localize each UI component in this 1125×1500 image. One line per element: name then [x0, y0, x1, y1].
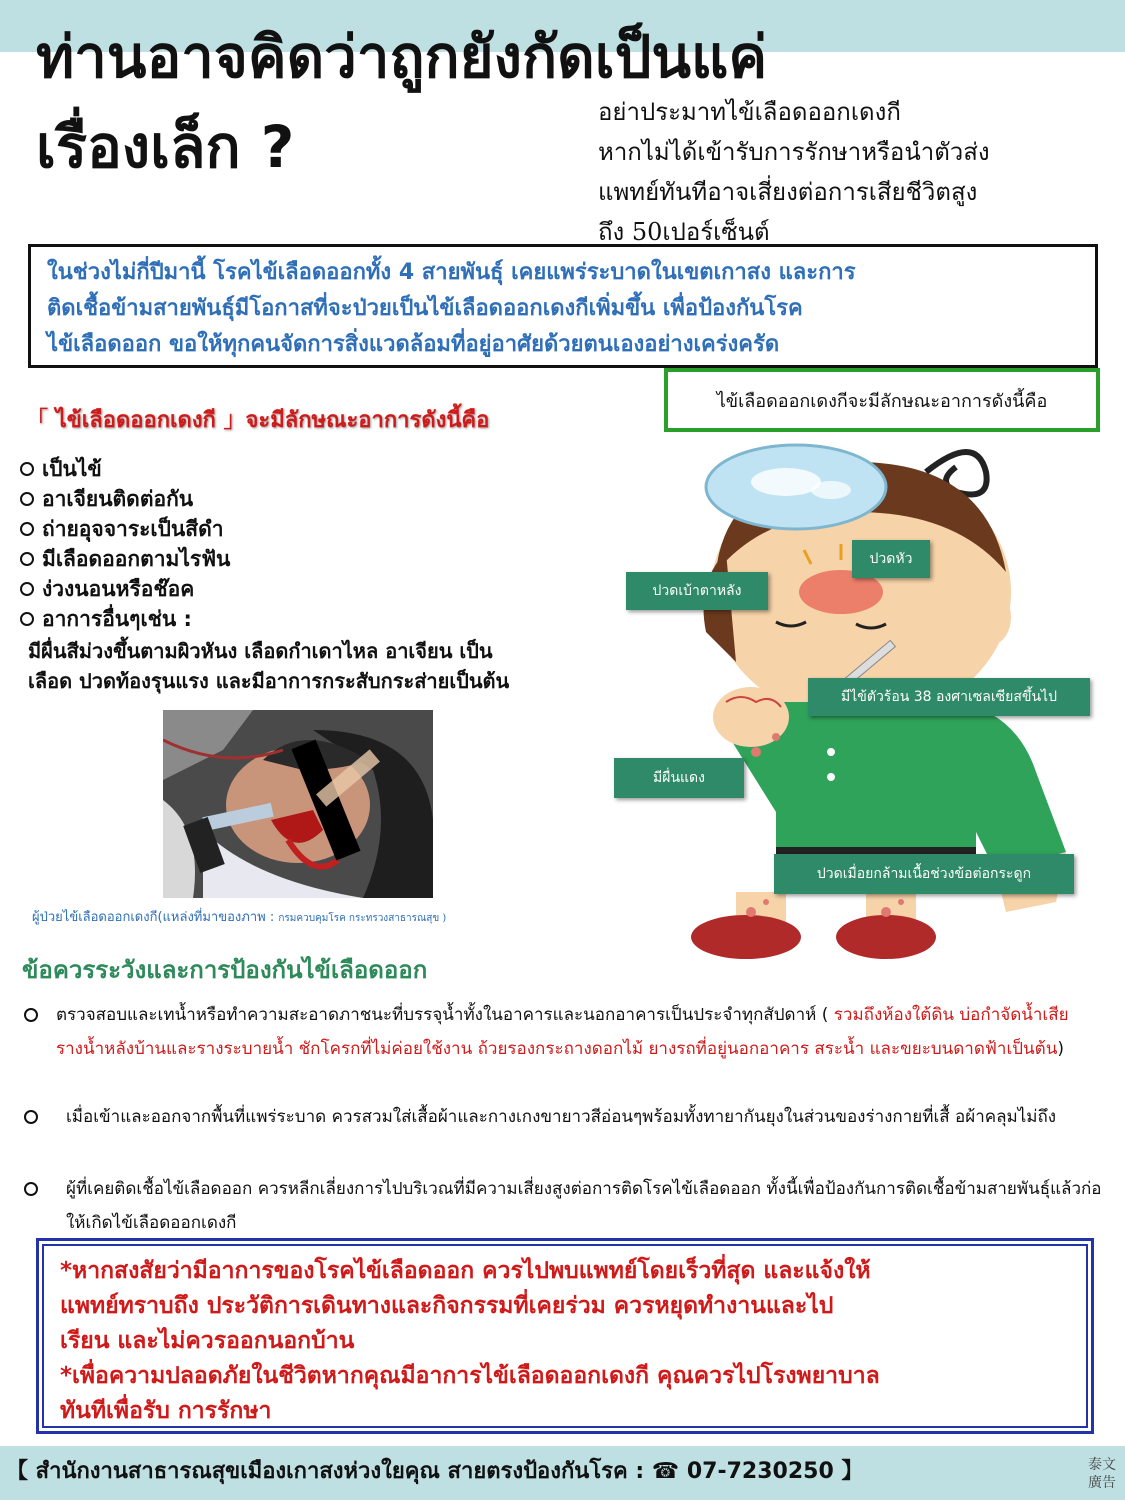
caption-source: กรมควบคุมโรค กระทรวงสาธารณสุข )	[278, 913, 447, 924]
intro-line: อย่าประมาทไข้เลือดออกเดงกี	[598, 98, 901, 126]
symptom-note	[28, 636, 628, 696]
title-line-2: เรื่องเล็ก ?	[36, 113, 295, 181]
headache-tag: ปวดหัว	[852, 540, 930, 578]
warning-line: ทันทีเพื่อรับ การรักษา	[60, 1398, 272, 1424]
caption-main: ผู้ป่วยไข้เลือดออกเดงกี(แหล่งที่มาของภาพ :	[32, 910, 275, 925]
circle-bullet-icon	[24, 1182, 38, 1196]
rash-tag: มีผื่นแดง	[614, 758, 744, 798]
list-item	[20, 574, 630, 604]
prevention-heading: ข้อควรระวังและการป้องกันไข้เลือดออก	[22, 956, 428, 984]
symptom-list	[20, 454, 630, 634]
footer-contact: 【 สำนักงานสาธารณสุขเมืองเกาสงห่วงใยคุณ สายตรงป้องกันโรค : ☎ 07-7230250 】	[6, 1459, 864, 1484]
warning-line: เรียน และไม่ควรออกนอกบ้าน	[60, 1328, 355, 1354]
alert-box	[28, 244, 1098, 368]
prevention-text-lead: ตรวจสอบและเทน้ำหรือทำความสะอาดภาชนะที่บรรจุน้ำทั้งในอาคารและนอกอาคารเป็นประจำทุกสัปดาห์ (	[56, 1005, 834, 1025]
patient-photo	[163, 710, 433, 898]
eye-pain-tag: ปวดเบ้าตาหลัง	[626, 572, 768, 610]
list-item	[24, 1100, 1104, 1134]
prevention-text: ผู้ที่เคยติดเชื้อไข้เลือดออก ควรหลีกเลี่ยงการไปบริเวณที่มีความเสี่ยงสูงต่อการติดโรคไข้เลือดออก ทั้งนี้เพื่อป้องกันการติดเชื้อข้ามสายพันธุ์แล้วก่อให้เกิดไข้เลือดออกเดงกี	[66, 1179, 1102, 1233]
footer-mark-line: 廣告	[1088, 1475, 1116, 1491]
list-item	[20, 514, 630, 544]
fever-tag: มีไข้ตัวร้อน 38 องศาเซลเซียสขึ้นไป	[808, 678, 1090, 716]
circle-bullet-icon	[20, 582, 34, 596]
prevention-text	[56, 998, 1104, 1066]
list-item	[20, 454, 630, 484]
warning-inner	[42, 1244, 1088, 1428]
circle-bullet-icon	[20, 612, 34, 626]
warning-line: แพทย์ทราบถึง ประวัติการเดินทางและกิจกรรมที่เคยร่วม ควรหยุดทำงานและไป	[60, 1293, 834, 1319]
intro-line: แพทย์ทันทีอาจเสี่ยงต่อการเสียชีวิตสูง	[598, 178, 978, 206]
muscle-pain-tag: ปวดเมื่อยกล้ามเนื้อช่วงข้อต่อกระดูก	[774, 854, 1074, 894]
circle-bullet-icon	[20, 492, 34, 506]
list-item	[20, 604, 630, 634]
alert-line: ไข้เลือดออก ขอให้ทุกคนจัดการสิ่งแวดล้อมที่อยู่อาศัยด้วยตนเองอย่างเคร่งครัด	[47, 332, 780, 357]
warning-line: *เพื่อความปลอดภัยในชีวิตหากคุณมีอาการไข้เลือดออกเดงกี คุณควรไปโรงพยาบาล	[60, 1363, 880, 1389]
title-line-1: ท่านอาจคิดว่าถูกยังกัดเป็นแค่	[36, 23, 768, 91]
prevention-text: เมื่อเข้าและออกจากพื้นที่แพร่ระบาด ควรสวมใส่เสื้อผ้าและกางเกงขายาวสีอ่อนๆพร้อมทั้งทายากันยุงในส่วนของร่างกายที่เสื้ อผ้าคลุมไม่ถึง	[66, 1107, 1057, 1127]
illustration-title: ไข้เลือดออกเดงกีจะมีลักษณะอาการดังนี้คือ	[664, 368, 1100, 432]
symptom-text: มีเลือดออกตามไรฟัน	[42, 547, 231, 571]
symptom-text: อาเจียนติดต่อกัน	[42, 487, 194, 511]
symptom-note-line: มีผื่นสีม่วงขึ้นตามผิวหันง เลือดกำเดาไหล อาเจียน เป็น	[28, 639, 493, 663]
list-item	[20, 484, 630, 514]
photo-caption	[32, 906, 446, 927]
alert-line: ในช่วงไม่กี่ปีมานี้ โรคไข้เลือดออกทั้ง 4 สายพันธุ์ เคยแพร่ระบาดในเขตเกาสง และการ	[47, 260, 856, 285]
intro-text	[598, 92, 1098, 252]
footer-mark	[1082, 1456, 1122, 1492]
prevention-text-tail: )	[1057, 1039, 1064, 1059]
alert-line: ติดเชื้อข้ามสายพันธุ์มีโอกาสที่จะป่วยเป็นไข้เลือดออกเดงกีเพิ่มขึ้น เพื่อป้องกันโรค	[47, 296, 803, 321]
symptom-text: ถ่ายอุจจาระเป็นสีดำ	[42, 517, 224, 541]
warning-line: *หากสงสัยว่ามีอาการของโรคไข้เลือดออก ควรไปพบแพทย์โดยเร็วที่สุด และแจ้งให้	[60, 1258, 871, 1284]
circle-bullet-icon	[20, 522, 34, 536]
circle-bullet-icon	[20, 552, 34, 566]
symptom-text: อาการอื่นๆเช่น :	[42, 607, 192, 631]
symptom-note-line: เลือด ปวดท้องรุนแรง และมีอาการกระสับกระส่ายเป็นต้น	[28, 669, 510, 693]
prevention-text-highlight: รวมถึงห้องใต้ดิน บ่อกำจัดน้ำเสีย รางน้ำหลังบ้านและรางระบายน้ำ ชักโครกที่ไม่ค่อยใช้งาน ถ้วยรองกระถางดอกไม้ ยางรถที่อยู่นอกอาคาร สระน้ำ และขยะบนดาดฟ้าเป็นต้น	[56, 1005, 1069, 1059]
dengue-symptom-heading: 「 ไข้เลือดออกเดงกี 」จะมีลักษณะอาการดังนี้คือ	[26, 408, 490, 433]
list-item	[24, 998, 1104, 1066]
circle-bullet-icon	[24, 1008, 38, 1022]
circle-bullet-icon	[20, 462, 34, 476]
warning-box	[36, 1238, 1094, 1434]
symptom-text: ง่วงนอนหรือช๊อค	[42, 577, 195, 601]
list-item	[24, 1172, 1104, 1240]
intro-line: หากไม่ได้เข้ารับการรักษาหรือนำตัวส่ง	[598, 138, 990, 166]
symptom-text: เป็นไข้	[42, 457, 102, 481]
footer-mark-line: 泰文	[1088, 1457, 1116, 1473]
intro-line: ถึง 50เปอร์เซ็นต์	[598, 218, 770, 246]
circle-bullet-icon	[24, 1110, 38, 1124]
list-item	[20, 544, 630, 574]
